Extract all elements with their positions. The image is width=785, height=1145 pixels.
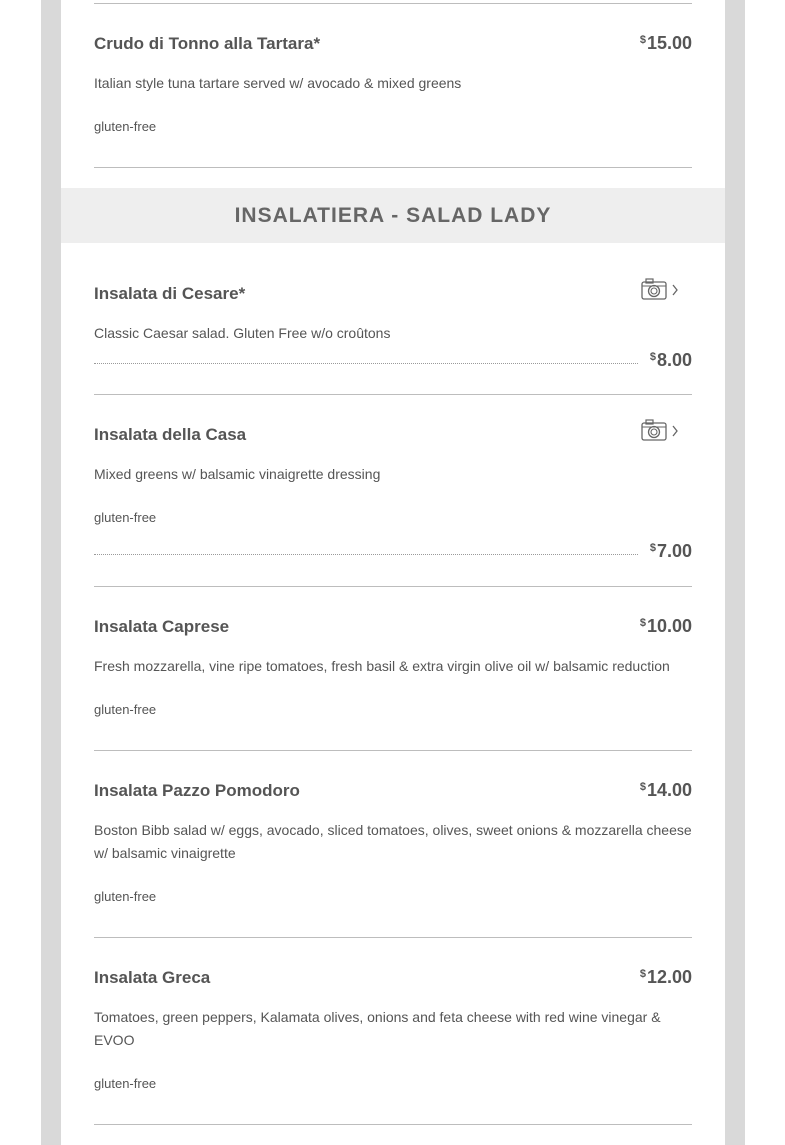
item-description: Boston Bibb salad w/ eggs, avocado, sliced tomatoes, olives, sweet onions & mozzarella cheese w/ balsamic vinaigrette bbox=[94, 822, 692, 861]
price-value: 8.00 bbox=[656, 350, 692, 370]
item-description: Fresh mozzarella, vine ripe tomatoes, fresh basil & extra virgin olive oil w/ balsamic reduction bbox=[94, 658, 670, 674]
dietary-tag: gluten-free bbox=[94, 510, 157, 525]
currency-symbol: $ bbox=[639, 968, 646, 980]
price-value: 7.00 bbox=[656, 541, 692, 561]
currency-symbol: $ bbox=[639, 781, 646, 793]
item-name: Insalata di Cesare* bbox=[94, 284, 246, 303]
item-divider bbox=[94, 750, 692, 751]
item-description: Tomatoes, green peppers, Kalamata olives, onions and feta cheese with red wine vinegar & EVOO bbox=[94, 1009, 661, 1048]
item-price bbox=[650, 541, 692, 562]
item-price bbox=[650, 350, 692, 371]
dietary-tag: gluten-free bbox=[94, 889, 157, 904]
dietary-tag: gluten-free bbox=[94, 119, 157, 134]
price-value: 10.00 bbox=[646, 616, 692, 636]
item-divider bbox=[94, 394, 692, 395]
price-value: 12.00 bbox=[646, 967, 692, 987]
item-description: Italian style tuna tartare served w/ avocado & mixed greens bbox=[94, 75, 462, 91]
menu-item-insalata-della-casa[interactable] bbox=[94, 417, 692, 567]
item-price bbox=[640, 33, 692, 54]
item-divider bbox=[94, 937, 692, 938]
price-value: 14.00 bbox=[646, 780, 692, 800]
camera-icon[interactable] bbox=[641, 278, 683, 300]
item-price bbox=[640, 616, 692, 637]
currency-symbol: $ bbox=[639, 617, 646, 629]
item-divider bbox=[94, 167, 692, 168]
price-leader-dots bbox=[94, 363, 638, 364]
price-leader-dots bbox=[94, 554, 638, 555]
item-name: Insalata della Casa bbox=[94, 425, 247, 444]
item-price bbox=[640, 780, 692, 801]
dietary-tag: gluten-free bbox=[94, 1076, 157, 1091]
item-divider bbox=[94, 3, 692, 4]
camera-icon[interactable] bbox=[641, 419, 683, 441]
menu-item-insalata-greca[interactable] bbox=[94, 964, 692, 1104]
item-divider bbox=[94, 586, 692, 587]
menu-item-insalata-di-cesare[interactable] bbox=[94, 276, 692, 376]
currency-symbol: $ bbox=[639, 34, 646, 46]
currency-symbol: $ bbox=[649, 351, 656, 363]
price-value: 15.00 bbox=[646, 33, 692, 53]
item-price bbox=[640, 967, 692, 988]
item-description: Mixed greens w/ balsamic vinaigrette dressing bbox=[94, 466, 381, 482]
item-description: Classic Caesar salad. Gluten Free w/o croûtons bbox=[94, 325, 391, 341]
currency-symbol: $ bbox=[649, 542, 656, 554]
section-header: INSALATIERA - SALAD LADY bbox=[61, 188, 725, 243]
menu-item-insalata-caprese[interactable] bbox=[94, 613, 692, 723]
item-name: Insalata Greca bbox=[94, 968, 211, 987]
item-name: Crudo di Tonno alla Tartara* bbox=[94, 34, 321, 53]
dietary-tag: gluten-free bbox=[94, 702, 157, 717]
item-divider bbox=[94, 1124, 692, 1125]
menu-item-crudo-di-tonno[interactable] bbox=[94, 30, 692, 140]
menu-item-insalata-pazzo-pomodoro[interactable] bbox=[94, 777, 692, 917]
item-name: Insalata Pazzo Pomodoro bbox=[94, 781, 300, 800]
item-name: Insalata Caprese bbox=[94, 617, 230, 636]
